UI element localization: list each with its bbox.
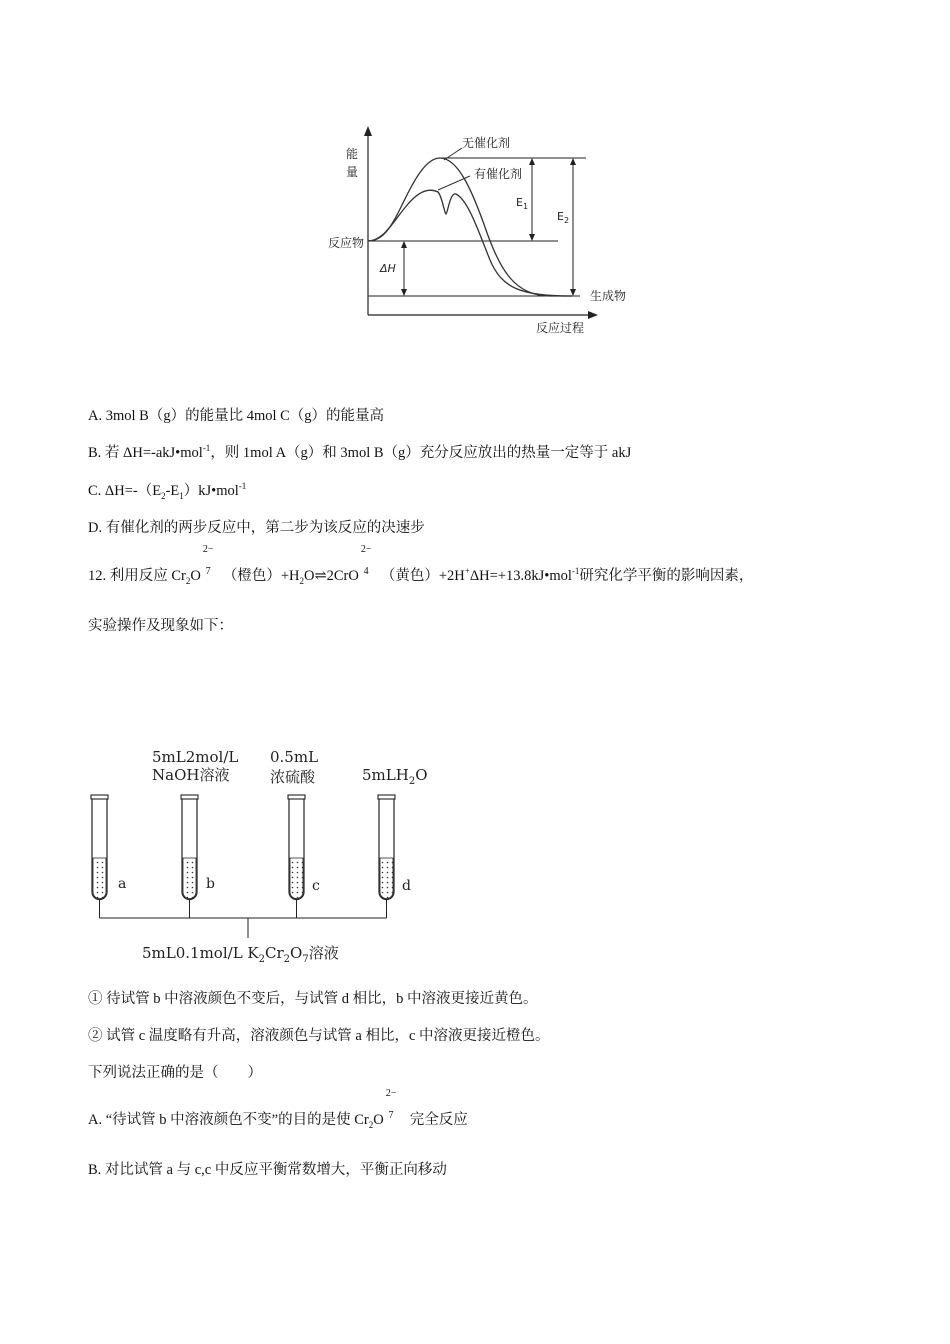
tube-d-label: d xyxy=(402,878,411,894)
dh-arrow-head-bottom xyxy=(401,289,407,296)
no-catalyst-label: 无催化剂 xyxy=(462,136,511,150)
q11-option-a: A. 3mol B（g）的能量比 4mol C（g）的能量高 xyxy=(88,408,385,424)
q12-mid-1: （橙色）+H xyxy=(222,568,300,584)
y-axis-label-1: 能 xyxy=(345,147,359,161)
q11-option-c-post: ）kJ•mol xyxy=(183,483,239,499)
q12-mol-sup: -1 xyxy=(571,566,580,577)
e1-arrow-head-bottom xyxy=(529,234,535,241)
x-axis-label: 反应过程 xyxy=(536,321,585,335)
tube-b-label: b xyxy=(206,876,215,892)
test-tube-a xyxy=(91,795,108,918)
energy-profile-diagram xyxy=(310,120,650,340)
c-reagent-label-1: 0.5mL xyxy=(270,748,319,766)
q11-option-b xyxy=(88,441,631,462)
product-label: 生成物 xyxy=(590,289,627,303)
q11-option-b-post: ，则 1mol A（g）和 3mol B（g）充分反应放出的热量一定等于 akJ xyxy=(210,445,632,461)
catalyst-pointer xyxy=(438,176,470,190)
chromate-ion: O⇌2CrO 2− 4 xyxy=(304,544,372,584)
c-reagent-label-2: 浓硫酸 xyxy=(270,768,316,786)
q12-intro-line-1 xyxy=(88,544,754,586)
q11-option-c-sub2: 1 xyxy=(179,490,184,501)
q11-option-c-pre: C. ΔH=-（E xyxy=(88,483,162,499)
e1-arrow-head-top xyxy=(529,158,535,165)
test-tube-c xyxy=(288,795,305,918)
base-solution-label: 5mL0.1mol/L $K_2Cr_2O_7$溶液 xyxy=(142,944,339,965)
q12-option-b: B. 对比试管 a 与 c,c 中反应平衡常数增大，平衡正向移动 xyxy=(88,1162,447,1178)
dh-label: ΔH xyxy=(380,262,396,275)
option-a-charge: 2− 7 xyxy=(385,1088,397,1121)
q12-option-a xyxy=(88,1088,468,1130)
option-a-dichromate-ion: O 2− 7 xyxy=(373,1088,397,1128)
e1-label: $E_1$ xyxy=(516,196,529,211)
e2-arrow-head-bottom xyxy=(570,289,576,296)
q12-mid-4: ΔH=+13.8kJ•mol xyxy=(469,568,572,584)
q12-intro-text: 12. 利用反应 Cr xyxy=(88,568,186,584)
catalyst-label: 有催化剂 xyxy=(474,167,523,181)
observation-2: ② 试管 c 温度略有升高，溶液颜色与试管 a 相比，c 中溶液更接近橙色。 xyxy=(88,1028,550,1044)
y-axis-arrow xyxy=(364,126,372,136)
tube-a-label: a xyxy=(118,876,127,892)
dichromate-charge: 2− 7 xyxy=(202,544,214,577)
reactant-label: 反应物 xyxy=(327,236,364,250)
d-reagent-label: 5mLH$_2$O xyxy=(362,766,428,787)
catalyst-curve xyxy=(368,190,572,296)
b-reagent-label-1: 5mL2mol/L xyxy=(152,748,239,766)
tube-c-label: c xyxy=(312,878,320,894)
test-tube-d xyxy=(378,795,395,918)
q11-option-c-sup: -1 xyxy=(238,481,247,492)
q12-option-a-post: 完全反应 xyxy=(409,1112,468,1128)
q12-option-a-pre: A. “待试管 b 中溶液颜色不变”的目的是使 Cr xyxy=(88,1112,369,1128)
q12-option-a-sub: 2 xyxy=(368,1119,374,1130)
q11-option-b-sup: -1 xyxy=(202,443,211,454)
test-tube-b xyxy=(181,795,198,918)
y-axis-label-2: 量 xyxy=(345,165,359,179)
q11-option-c xyxy=(88,479,246,501)
question-stem: 下列说法正确的是（ ） xyxy=(88,1065,262,1081)
q11-option-c-sub1: 2 xyxy=(161,490,166,501)
dichromate-ion: O 2− 7 xyxy=(190,544,214,584)
dh-arrow-head-top xyxy=(401,241,407,248)
test-tube-experiment xyxy=(80,740,460,970)
observation-1: ① 待试管 b 中溶液颜色不变后，与试管 d 相比，b 中溶液更接近黄色。 xyxy=(88,991,538,1007)
e2-label: $E_2$ xyxy=(557,210,570,225)
q12-h2o-sub: 2 xyxy=(299,575,305,586)
q11-option-d: D. 有催化剂的两步反应中，第二步为该反应的决速步 xyxy=(88,520,425,536)
q12-cr-sub: 2 xyxy=(185,575,191,586)
q12-h-sup: + xyxy=(464,566,470,577)
q12-mid-5: 研究化学平衡的影响因素， xyxy=(579,568,754,584)
q12-intro-line-2: 实验操作及现象如下： xyxy=(88,618,233,634)
q11-option-b-pre: B. 若 ΔH=-akJ•mol xyxy=(88,445,203,461)
no-catalyst-curve xyxy=(368,158,572,296)
chromate-charge: 2− 4 xyxy=(360,544,372,577)
q11-option-c-mid: -E xyxy=(165,483,180,499)
e2-arrow-head-top xyxy=(570,158,576,165)
q12-mid-3: （黄色）+2H xyxy=(380,568,465,584)
x-axis-arrow xyxy=(588,311,598,319)
b-reagent-label-2: NaOH溶液 xyxy=(152,766,230,784)
